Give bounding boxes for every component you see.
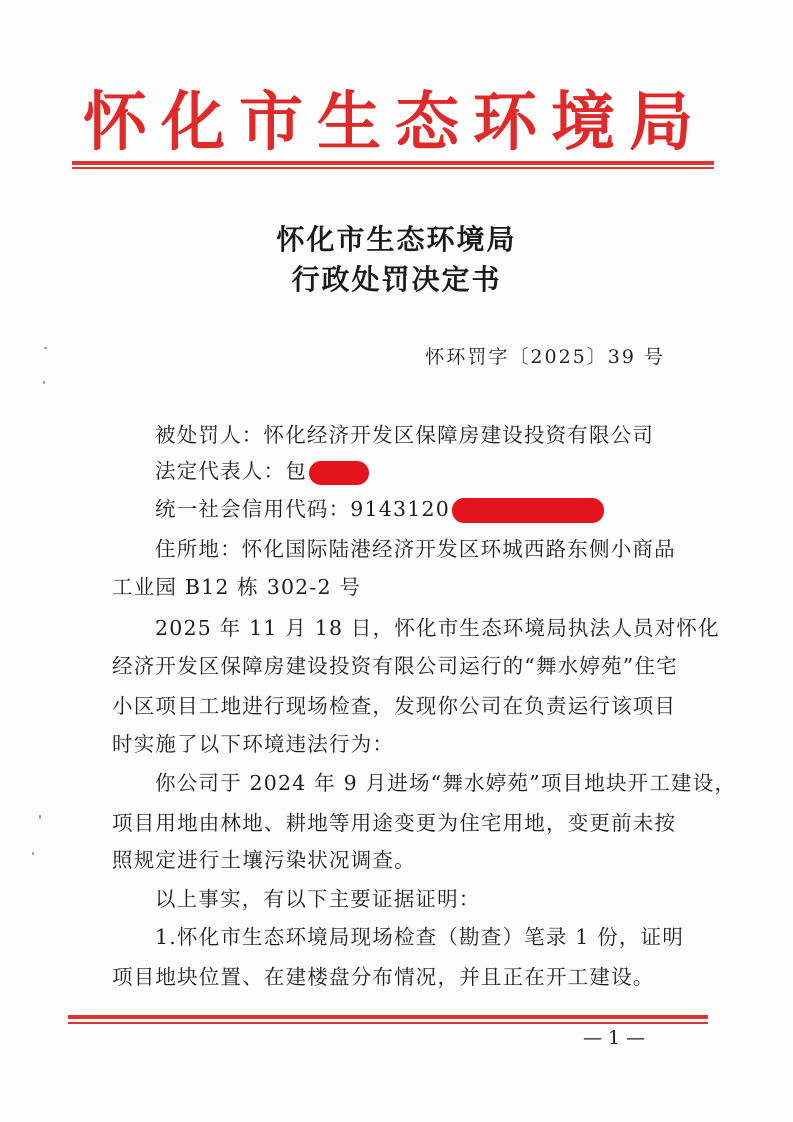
body-paragraph-1-line-2: 经济开发区保障房建设投资有限公司运行的“舞水婷苑”住宅 [112,654,678,678]
body-paragraph-1-line-3: 小区项目工地进行现场检查，发现你公司在负责运行该项目 [112,694,677,718]
document-number: 怀环罚字〔2025〕39 号 [425,346,665,368]
body-paragraph-1-line-4: 时实施了以下环境违法行为： [112,732,395,756]
body-paragraph-2-line-1: 你公司于 2024 年 9 月进场“舞水婷苑”项目地块开工建设， [155,771,737,795]
credit-code-text: 统一社会信用代码：9143120 [155,497,450,521]
legal-representative-text: 法定代表人：包 [155,459,307,483]
document-title-line-1: 怀化市生态环境局 [276,223,517,256]
document-title-line-2: 行政处罚决定书 [291,263,502,296]
masthead-rule-thin [72,167,714,169]
body-paragraph-3-line-1: 以上事实，有以下主要证据证明： [155,887,481,911]
body-paragraph-2-line-2: 项目用地由林地、耕地等用途变更为住宅用地，变更前未按 [112,811,677,835]
scan-speck [44,347,47,349]
scan-speck [43,381,45,384]
body-paragraph-2-line-3: 照规定进行土壤污染状况调查。 [112,848,416,872]
redaction-mark [309,461,369,485]
masthead-rule-thick [72,161,714,165]
body-paragraph-1-line-1: 2025 年 11 月 18 日，怀化市生态环境局执法人员对怀化 [155,616,720,640]
footer-rule-thick [68,1015,708,1019]
address-line-2: 工业园 B12 栋 302-2 号 [112,575,362,599]
page-number: — 1 — [583,1027,646,1049]
credit-code-line [155,492,604,523]
redaction-mark [452,498,604,523]
body-paragraph-4-line-1: 1.怀化市生态环境局现场检查（勘查）笔录 1 份，证明 [155,925,685,949]
body-paragraph-4-line-2: 项目地块位置、在建楼盘分布情况，并且正在开工建设。 [112,965,655,989]
footer-rule-thin [68,1022,708,1024]
respondent-line: 被处罚人：怀化经济开发区保障房建设投资有限公司 [155,423,655,447]
address-line-1: 住所地：怀化国际陆港经济开发区环城西路东侧小商品 [155,537,676,561]
legal-representative-line [155,454,369,485]
scan-speck [39,815,41,819]
masthead-title: 怀化市生态环境局 [83,85,707,160]
scan-speck [32,852,34,855]
